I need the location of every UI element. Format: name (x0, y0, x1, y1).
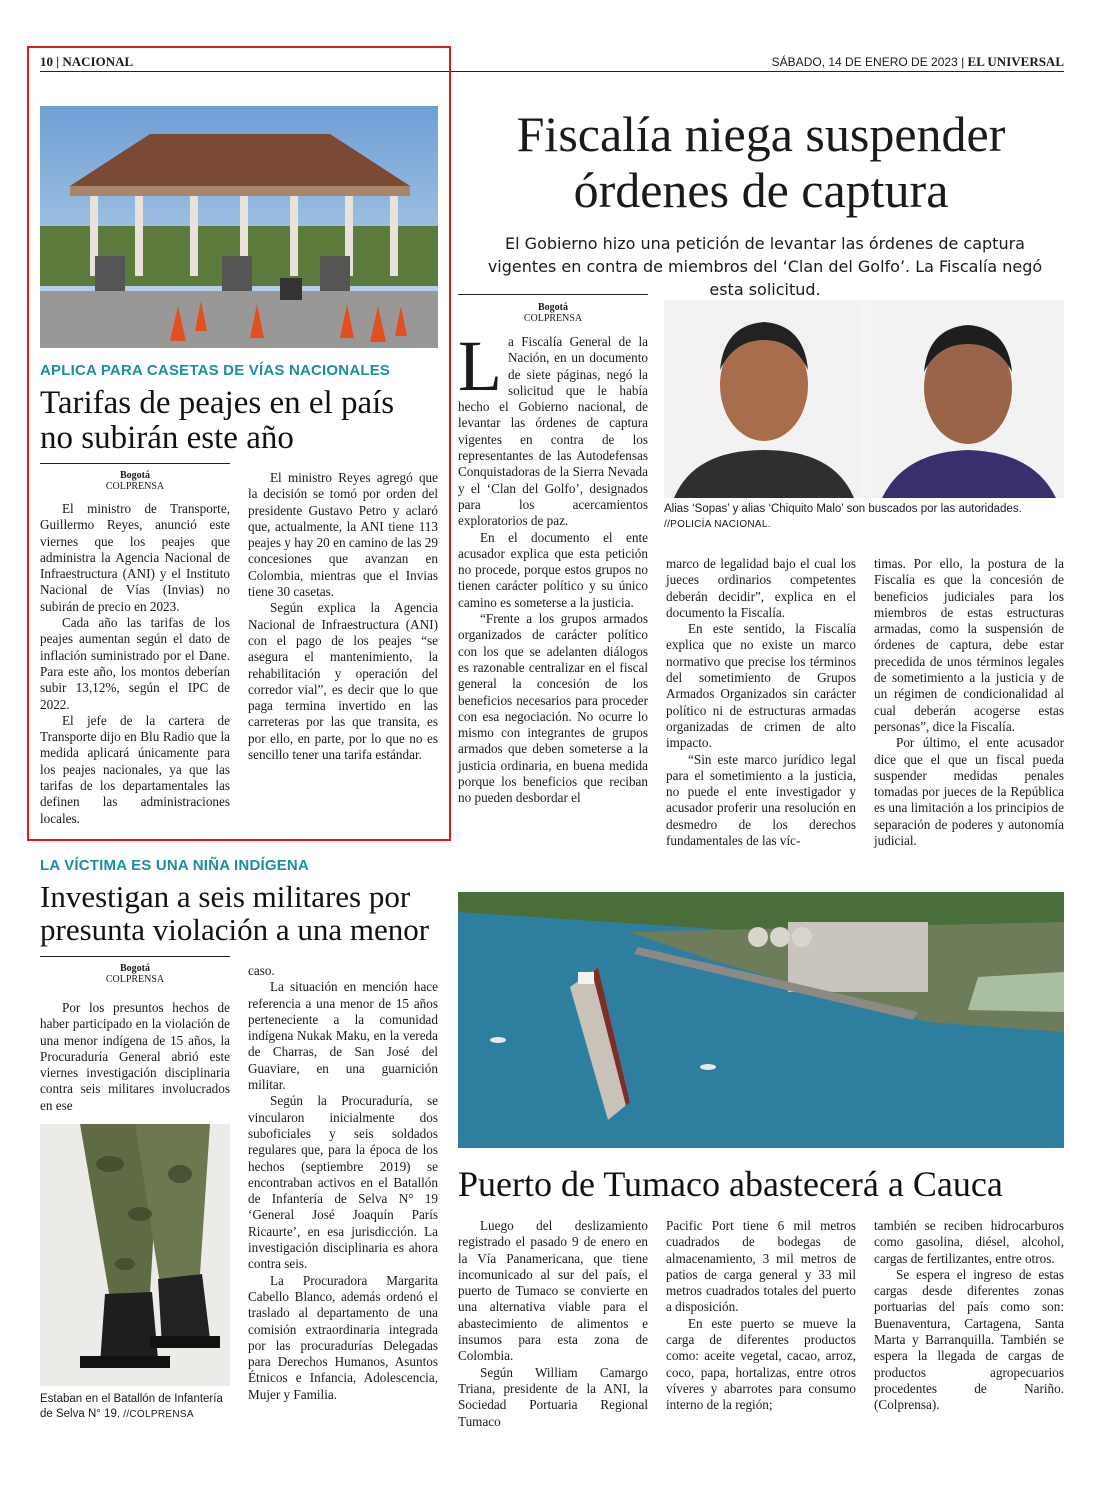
byline-fiscalia (458, 302, 648, 324)
paragraph: El ministro Reyes agregó que la decisión se tomó por orden del presidente Gustavo Petro y aclaró que, actualmente, la ANI tiene 113 peajes y hay 20 en camino de las 29 concesiones que avanzan en Colombia, mientras que el Invias tiene 30 casetas. (248, 470, 438, 600)
page-date: SÁBADO, 14 DE ENERO DE 2023 | (771, 55, 965, 69)
paragraph: El ministro de Transporte, Guillermo Reyes, anunció este viernes que los peajes que administra la Agencia Nacional de Infraestructura (ANI) y el Instituto Nacional de Vías (Invias) no subirán de precio en 2023. (40, 501, 230, 614)
drop-cap: L (458, 326, 502, 406)
fiscalia-column-3 (874, 556, 1064, 849)
caption-soldiers (40, 1392, 230, 1422)
byline-city: Bogotá (538, 302, 568, 313)
paragraph: La situación en mención hace referencia a una menor de 15 años perteneciente a la comunidad indígena Nukak Maku, en la vereda de Charras, de San José del Guaviare, en una guarnición militar. (248, 979, 438, 1093)
paragraph: Cada año las tarifas de los peajes aumentan según el dato de inflación suministrado por el Dane. Para este año, los montos deberían subir 13,12%, según el IPC de 2022. (40, 615, 230, 712)
caption-text: Alias ‘Sopas’ y alias ‘Chiquito Malo’ son buscados por las autoridades. (664, 503, 1022, 515)
byline-agency: COLPRENSA (105, 974, 165, 985)
headline-peajes: Tarifas de peajes en el país no subirán este año (40, 385, 395, 456)
headline-line-1: Fiscalía niega suspender (516, 106, 1006, 162)
page-date-masthead (772, 54, 1064, 70)
paragraph: Se espera el ingreso de estas cargas desde diferentes zonas portuarias del país como son: Buenaventura, Cartagena, Santa Marta y Barranquilla. También se espera la llegada de cargas de productos agropecuarios procedentes de Nariño. (Colprensa). (874, 1266, 1064, 1413)
paragraph: El jefe de la cartera de Transporte dijo en Blu Radio que la medida aplicará únicamente para los peajes nacionales, ya que las tarifas de los departamentales las definen las administraciones locales. (40, 712, 230, 826)
byline-city: Bogotá (120, 963, 150, 974)
caption-credit: //POLICÍA NACIONAL. (664, 519, 771, 530)
byline-rule (40, 463, 230, 464)
paragraph: Por último, el ente acusador dice que el que un fiscal pueda suspender medidas penales tomadas por jueces de la República es una limitación a los principios de separación de poderes y autonomía judicial. (874, 735, 1064, 849)
headline-militares: Investigan a seis militares por presunta violación a una menor (40, 879, 430, 947)
paragraph: caso. (248, 963, 275, 978)
paragraph: Según explica la Agencia Nacional de Infraestructura (ANI) con el pago de los peajes “se asegura el mantenimiento, la rehabilitación y operación del corredor vial”, es decir que lo que paga termina invertido en las carreteras por las que transita, es por ello, en parte, por lo que no es sencillo tener una tarifa estándar. (248, 600, 438, 763)
newspaper-name: EL UNIVERSAL (967, 54, 1064, 69)
paragraph: “Frente a los grupos armados organizados de carácter político con los que se adelanten diálogos es razonable centralizar en el fiscal general la concesión de los beneficios necesarios para proceder con esa negociación. No ocurre lo mismo con integrantes de grupos armados que deben someterse a la justicia ordinaria, en buena medida porque los beneficios que reciban no pueden desbordar el (458, 611, 648, 806)
headline-line-2: órdenes de captura (573, 162, 949, 218)
headline-tumaco: Puerto de Tumaco abastecerá a Cauca (458, 1164, 1003, 1204)
paragraph: La Procuradora Margarita Cabello Blanco, además ordenó el traslado al departamento de una comisión extraordinaria integrada por las procuradurías Delegadas para Derechos Humanos, Asuntos Étnicos e Infancia, Adolescencia, Mujer y Familia. (248, 1272, 438, 1402)
caption-credit: //COLPRENSA (123, 1409, 194, 1420)
paragraph: “Sin este marco jurídico legal para el sometimiento a la justicia, no puede el ente investigador y acusador proferir una resolución en desmedro de los derechos fundamentales de las víc- (666, 751, 856, 849)
fiscalia-column-2 (666, 556, 856, 849)
byline-rule (40, 956, 230, 957)
paragraph: también se reciben hidrocarburos como gasolina, diésel, alcohol, cargas de fertilizantes, entre otros. (874, 1218, 1064, 1266)
byline-peajes (40, 470, 230, 492)
tumaco-column-2 (666, 1218, 856, 1414)
toll-booth-photo (40, 106, 438, 348)
deck-fiscalia: El Gobierno hizo una petición de levantar las órdenes de captura vigentes en contra de miembros del ‘Clan del Golfo’. La Fiscalía negó esta solicitud. (487, 234, 1043, 299)
militares-column-2 (248, 963, 438, 1403)
paragraph: En este sentido, la Fiscalía explica que no existe un marco normativo que precise los términos del sometimiento de Grupos Armados Organizados sin carácter político ni de estructuras armadas organizadas de crimen de alto impacto. (666, 621, 856, 751)
tumaco-port-photo (458, 892, 1064, 1148)
kicker-militares: LA VÍCTIMA ES UNA NIÑA INDÍGENA (40, 857, 309, 874)
byline-militares (40, 963, 230, 985)
paragraph: Por los presuntos hechos de haber participado en la violación de una menor indígena de 15 años, la Procuraduría General abrió este viernes investigación disciplinaria contra seis militares involucrados en ese (40, 1000, 230, 1113)
paragraph: a Fiscalía General de la Nación, en un documento de siete páginas, negó la solicitud que le había hecho el Gobierno nacional, de levantar las órdenes de captura vigentes en contra de los representantes de las Autodefensas Conquistadoras de la Sierra Nevada y el ‘Clan del Golfo’, designados para los acercamientos exploratorios de paz. (458, 334, 648, 529)
fiscalia-column-1 (458, 326, 648, 807)
caption-text: Estaban en el Batallón de Infantería de Selva N° 19. (40, 1393, 223, 1420)
byline-agency: COLPRENSA (105, 481, 165, 492)
paragraph: marco de legalidad bajo el cual los jueces ordinarios competentes deberán decidir”, explica en el documento la Fiscalía. (666, 556, 856, 620)
byline-rule (458, 294, 648, 295)
tumaco-column-1 (458, 1218, 648, 1430)
caption-suspects (664, 502, 1064, 532)
byline-agency: COLPRENSA (523, 313, 583, 324)
paragraph: Según William Camargo Triana, presidente de la ANI, la Sociedad Portuaria Regional Tumaco (458, 1364, 648, 1429)
tumaco-column-3 (874, 1218, 1064, 1414)
suspects-photo (664, 300, 1064, 498)
peajes-column-2 (248, 470, 438, 763)
headline-fiscalia (458, 106, 1064, 218)
paragraph: Luego del deslizamiento registrado el pasado 9 de enero en la Vía Panamericana, que tiene incomunicado al sur del país, el puerto de Tumaco se convierte en una alternativa viable para el abastecimiento de alimentos e insumos para esta zona de Colombia. (458, 1218, 648, 1364)
byline-city: Bogotá (120, 470, 150, 481)
militares-column-1 (40, 1000, 230, 1114)
page-section-label: 10 | NACIONAL (40, 54, 134, 69)
paragraph: En el documento el ente acusador explica que esta petición no procede, porque estos grupos no tienen carácter político y su único camino es someterse a la justicia. (458, 529, 648, 610)
paragraph: Según la Procuraduría, se vincularon inicialmente dos suboficiales y seis soldados regulares que, para la época de los hechos (septiembre 2019) se encontraban activos en el Batallón de Infantería de Selva N° 19 ‘General José Joaquín París Ricaurte’, en esa jurisdicción. La investigación disciplinaria es ahora contra seis. (248, 1093, 438, 1272)
paragraph: Pacific Port tiene 6 mil metros cuadrados de bodegas de almacenamiento, 3 mil metros de patios de carga general y 33 mil metros cuadrados totales del puerto a disposición. (666, 1218, 856, 1315)
paragraph: timas. Por ello, la postura de la Fiscalía es que la concesión de beneficios judiciales para los miembros de estas estructuras armadas, como la suspensión de órdenes de captura, debe estar precedida de unos términos legales de sometimiento a la justicia y de un régimen de condicionalidad al cual deberán acogerse estas personas”, dice la Fiscalía. (874, 556, 1064, 734)
kicker-peajes: APLICA PARA CASETAS DE VÍAS NACIONALES (40, 362, 391, 379)
paragraph: En este puerto se mueve la carga de diferentes productos como: aceite vegetal, cacao, arroz, coco, papa, hortalizas, entre otros víveres y abarrotes para consumo interno de la región; (666, 1315, 856, 1413)
soldier-legs-photo (40, 1124, 230, 1386)
peajes-column-1 (40, 501, 230, 827)
